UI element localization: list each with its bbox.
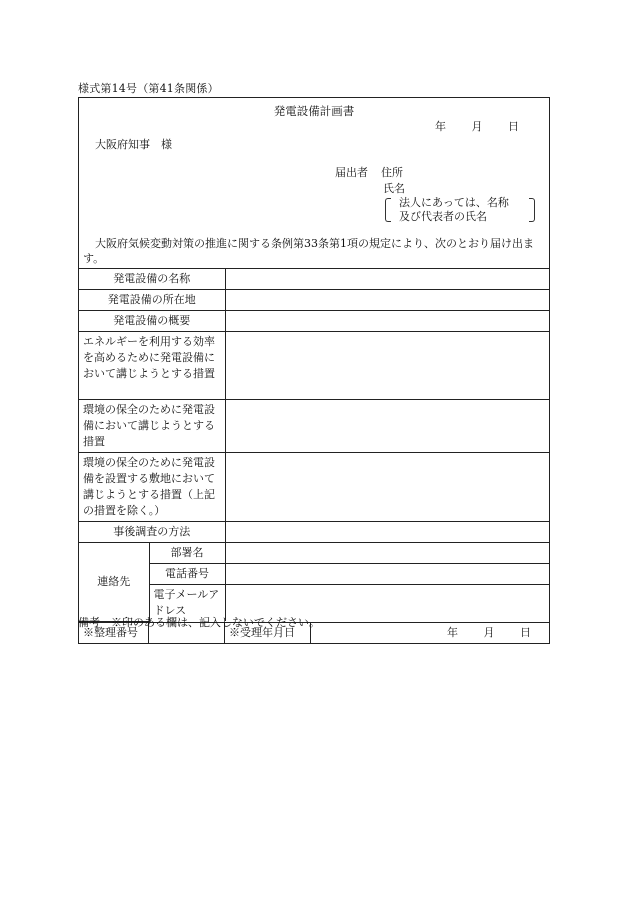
notifier-label: 届出者	[335, 166, 368, 179]
input-env-equipment-measures[interactable]	[225, 400, 549, 453]
table-row	[79, 453, 549, 522]
date-month: 月	[471, 120, 483, 133]
table-row	[79, 543, 549, 564]
table-row	[79, 311, 549, 332]
plan-table	[79, 269, 549, 622]
contact-label: 連絡先	[79, 543, 149, 622]
row-label-location: 発電設備の所在地	[79, 290, 225, 311]
received-year: 年	[447, 625, 458, 639]
corporate-note-line2: 及び代表者の氏名	[399, 210, 487, 223]
form-frame	[78, 97, 550, 644]
table-row	[79, 290, 549, 311]
addressee: 大阪府知事 様	[95, 138, 172, 151]
received-date-label: ※受理年月日	[225, 623, 311, 643]
input-contact-dept[interactable]	[225, 543, 549, 564]
received-month: 月	[483, 625, 495, 639]
date-day: 日	[508, 120, 519, 133]
address-label: 住所	[381, 166, 403, 179]
row-label-name: 発電設備の名称	[79, 269, 225, 290]
table-row	[79, 564, 549, 585]
form-header	[79, 98, 549, 269]
corporate-note	[385, 194, 535, 224]
remark-note: 備考 ※印のある欄は、記入しないでください。	[78, 616, 320, 629]
input-efficiency-measures[interactable]	[225, 332, 549, 400]
row-label-efficiency: エネルギーを利用する効率を高めるために発電設備において講じようとする措置	[79, 332, 225, 400]
row-label-overview: 発電設備の概要	[79, 311, 225, 332]
left-bracket	[385, 198, 391, 222]
input-env-site-measures[interactable]	[225, 453, 549, 522]
date-year: 年	[435, 120, 446, 133]
input-contact-phone[interactable]	[225, 564, 549, 585]
table-row	[79, 400, 549, 453]
row-label-env-equipment: 環境の保全のために発電設備において講じようとする措置	[79, 400, 225, 453]
row-label-env-site: 環境の保全のために発電設備を設置する敷地において講じようとする措置（上記の措置を除く。）	[79, 453, 225, 522]
table-row	[79, 332, 549, 400]
received-day: 日	[520, 625, 531, 639]
received-date-field	[311, 623, 549, 643]
corporate-note-line1: 法人にあっては、名称	[399, 196, 509, 209]
right-bracket	[529, 198, 535, 222]
lead-statement: 大阪府気候変動対策の推進に関する条例第33条第1項の規定により、次のとおり届け出ます。	[83, 237, 534, 265]
contact-phone-label: 電話番号	[149, 564, 225, 585]
input-facility-overview[interactable]	[225, 311, 549, 332]
name-label: 氏名	[383, 182, 405, 195]
table-row	[79, 522, 549, 543]
notifier-address[interactable]	[335, 164, 403, 180]
input-facility-name[interactable]	[225, 269, 549, 290]
document-title: 発電設備計画書	[273, 104, 355, 118]
contact-email-label: 電子メールアドレス	[149, 585, 225, 622]
contact-dept-label: 部署名	[149, 543, 225, 564]
table-row	[79, 269, 549, 290]
input-survey-method[interactable]	[225, 522, 549, 543]
form-number: 様式第14号（第41条関係）	[78, 82, 219, 95]
row-label-survey: 事後調査の方法	[79, 522, 225, 543]
input-facility-location[interactable]	[225, 290, 549, 311]
submission-date[interactable]	[413, 118, 519, 134]
reference-number-label: ※整理番号	[79, 623, 149, 643]
